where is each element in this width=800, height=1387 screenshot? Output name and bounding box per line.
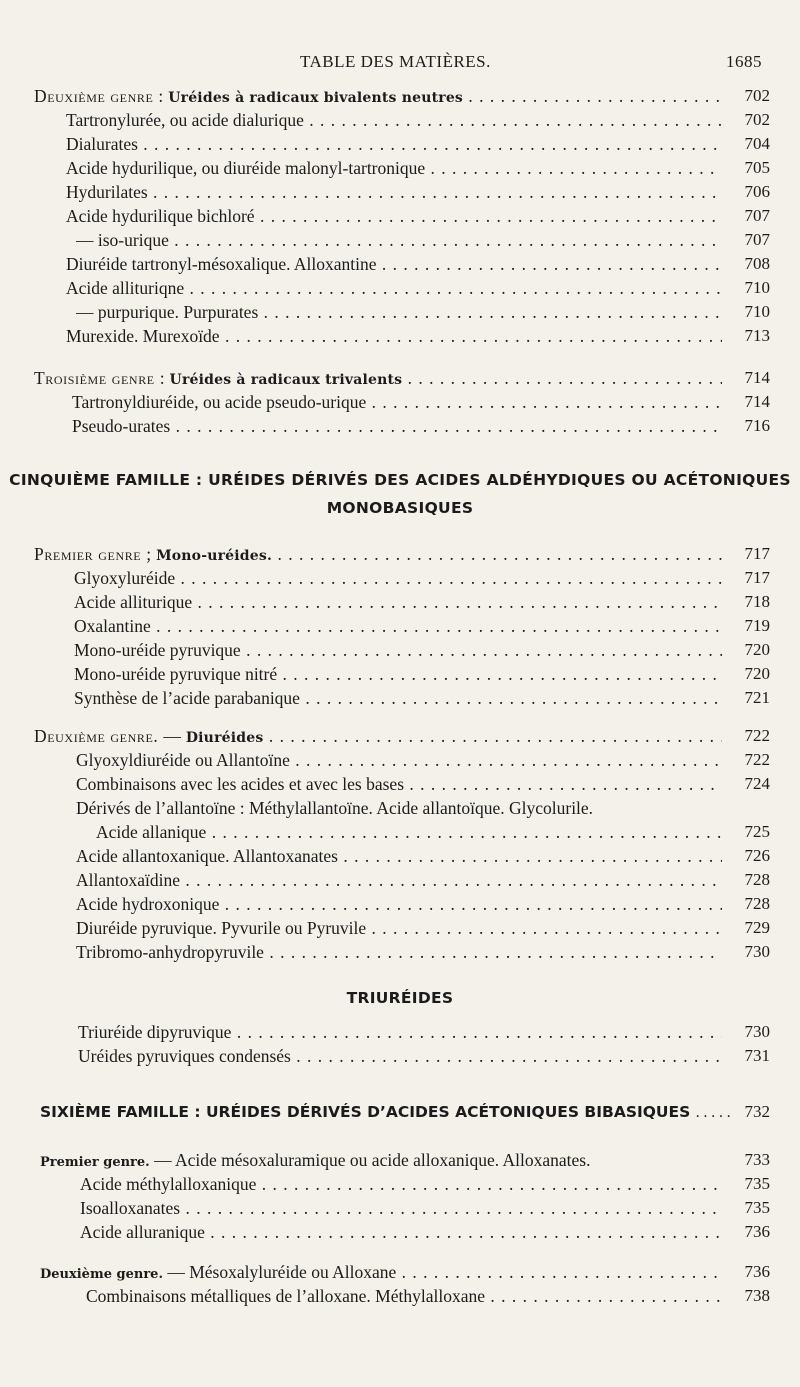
toc-entry: Uréides pyruviques condensés . . . 731 <box>0 1044 800 1068</box>
page-ref: 714 <box>744 368 770 387</box>
toc-entry: Isoalloxanates . . . 735 <box>0 1196 800 1220</box>
page-ref: 735 <box>744 1174 770 1193</box>
page-ref: 724 <box>744 774 770 793</box>
toc-entry: Acide hydurilique, ou diuréide malonyl-tartronique . . . 705 <box>0 156 800 180</box>
page-ref: 707 <box>744 206 770 225</box>
page-ref: 735 <box>744 1198 770 1217</box>
toc-entry: Murexide. Murexoïde . . . 713 <box>0 324 800 348</box>
toc-entry: Tartronylurée, ou acide dialurique . . . 702 <box>0 108 800 132</box>
subsection-heading: TRIURÉIDES <box>346 989 454 1007</box>
running-head <box>0 52 800 74</box>
genre-title: — Acide mésoxaluramique ou acide alloxanique. Alloxanates. <box>154 1150 591 1170</box>
page-ref: 729 <box>744 918 770 937</box>
toc-entry: Oxalantine . . . 719 <box>0 614 800 638</box>
page-ref: 726 <box>744 846 770 865</box>
genre-title: Uréides à radicaux bivalents neutres <box>168 90 464 106</box>
toc-entry: Acide allituriqne . . . 710 <box>0 276 800 300</box>
toc-entry: Acide méthylalloxanique . . . 735 <box>0 1172 800 1196</box>
toc-entry: Acide hydurilique bichloré . . . 707 <box>0 204 800 228</box>
toc-entry: Pseudo-urates . . . 716 <box>0 414 800 438</box>
page-ref: 717 <box>744 544 770 563</box>
genre-title: Uréides à radicaux trivalents <box>169 372 403 388</box>
page-ref: 704 <box>744 134 770 153</box>
genre-entry: Troisième genre : Uréides à radicaux trivalents . . . 714 <box>0 366 800 390</box>
page-ref: 707 <box>744 230 770 249</box>
page-ref: 708 <box>744 254 770 273</box>
page-ref: 718 <box>744 592 770 611</box>
page-ref: 706 <box>744 182 770 201</box>
family-heading: SIXIÈME FAMILLE : URÉIDES DÉRIVÉS D’ACIDES ACÉTONIQUES BIBASIQUES . . . . . 732 <box>40 1100 770 1124</box>
page-ref: 702 <box>744 110 770 129</box>
page-number: 1685 <box>726 52 762 71</box>
toc-entry: Glyoxyldiuréide ou Allantoïne . . . 722 <box>0 748 800 772</box>
toc-entry: Dialurates . . . 704 <box>0 132 800 156</box>
family-heading-cont: MONOBASIQUES <box>326 499 474 517</box>
toc-entry: Combinaisons métalliques de l’alloxane. Méthylalloxane . . . 738 <box>0 1284 800 1308</box>
page-ref: 722 <box>744 750 770 769</box>
toc-entry: Combinaisons avec les acides et avec les bases . . . 724 <box>0 772 800 796</box>
page-ref: 728 <box>744 894 770 913</box>
toc-entry: Tribromo-anhydropyruvile . . . 730 <box>0 940 800 964</box>
page-ref: 736 <box>744 1262 770 1281</box>
toc-entry: — purpurique. Purpurates . . . 710 <box>0 300 800 324</box>
page-ref: 716 <box>744 416 770 435</box>
page-ref: 710 <box>744 302 770 321</box>
page-ref: 738 <box>744 1286 770 1305</box>
toc-entry: Acide alliturique . . . 718 <box>0 590 800 614</box>
page-ref: 702 <box>744 86 770 105</box>
page-ref: 736 <box>744 1222 770 1241</box>
page-ref: 732 <box>744 1102 770 1121</box>
family-heading: CINQUIÈME FAMILLE : URÉIDES DÉRIVÉS DES ACIDES ALDÉHYDIQUES OU ACÉTONIQUES <box>9 471 791 489</box>
toc-entry: Hydurilates . . . 706 <box>0 180 800 204</box>
toc-entry: Mono-uréide pyruvique nitré . . . 720 <box>0 662 800 686</box>
toc-entry: Diuréide tartronyl-mésoxalique. Alloxantine . . . 708 <box>0 252 800 276</box>
toc-entry: Synthèse de l’acide parabanique . . . 721 <box>0 686 800 710</box>
genre-entry: Deuxième genre. — Mésoxalyluréide ou Alloxane . . . 736 <box>0 1260 800 1284</box>
toc-entry: Acide allantoxanique. Allantoxanates . . . 726 <box>0 844 800 868</box>
toc-entry: Mono-uréide pyruvique . . . 720 <box>0 638 800 662</box>
page-ref: 725 <box>744 822 770 841</box>
page-ref: 720 <box>744 664 770 683</box>
toc-entry: Acide allanique . . . 725 <box>0 820 800 844</box>
genre-title: Mono-uréides. <box>156 548 273 564</box>
page-ref: 717 <box>744 568 770 587</box>
genre-entry: Premier genre. — Acide mésoxaluramique ou acide alloxanique. Alloxanates. 733 <box>40 1150 770 1170</box>
toc-entry: Glyoxyluréide . . . 717 <box>0 566 800 590</box>
page-ref: 710 <box>744 278 770 297</box>
page-ref: 731 <box>744 1046 770 1065</box>
page-title: TABLE DES MATIÈRES. <box>300 52 491 71</box>
toc-entry: — iso-urique . . . 707 <box>0 228 800 252</box>
genre-title: — Mésoxalyluréide ou Alloxane <box>167 1262 397 1282</box>
genre-entry: Premier genre ; Mono-uréides. . . . 717 <box>0 542 800 566</box>
toc-entry: Allantoxaïdine . . . 728 <box>0 868 800 892</box>
page-ref: 730 <box>744 1022 770 1041</box>
page-ref: 730 <box>744 942 770 961</box>
toc-entry: Dérivés de l’allantoïne : Méthylallantoïne. Acide allantoïque. Glycolurile. <box>76 798 594 818</box>
page-ref: 720 <box>744 640 770 659</box>
page-ref: 713 <box>744 326 770 345</box>
page-ref: 705 <box>744 158 770 177</box>
page-ref: 721 <box>744 688 770 707</box>
toc-entry: Diuréide pyruvique. Pyvurile ou Pyruvile . . . 729 <box>0 916 800 940</box>
toc-entry: Tartronyldiuréide, ou acide pseudo-urique . . . 714 <box>0 390 800 414</box>
toc-entry: Acide hydroxonique . . . 728 <box>0 892 800 916</box>
genre-entry: Deuxième genre : Uréides à radicaux bivalents neutres . . . 702 <box>0 84 800 108</box>
page-ref: 733 <box>744 1150 770 1169</box>
page-ref: 714 <box>744 392 770 411</box>
page-ref: 719 <box>744 616 770 635</box>
toc-entry: Acide alluranique . . . 736 <box>0 1220 800 1244</box>
toc-entry: Triuréide dipyruvique . . . 730 <box>0 1020 800 1044</box>
genre-entry: Deuxième genre. — Diuréides . . . 722 <box>0 724 800 748</box>
page-ref: 728 <box>744 870 770 889</box>
genre-title: Diuréides <box>185 730 264 746</box>
page-ref: 722 <box>744 726 770 745</box>
